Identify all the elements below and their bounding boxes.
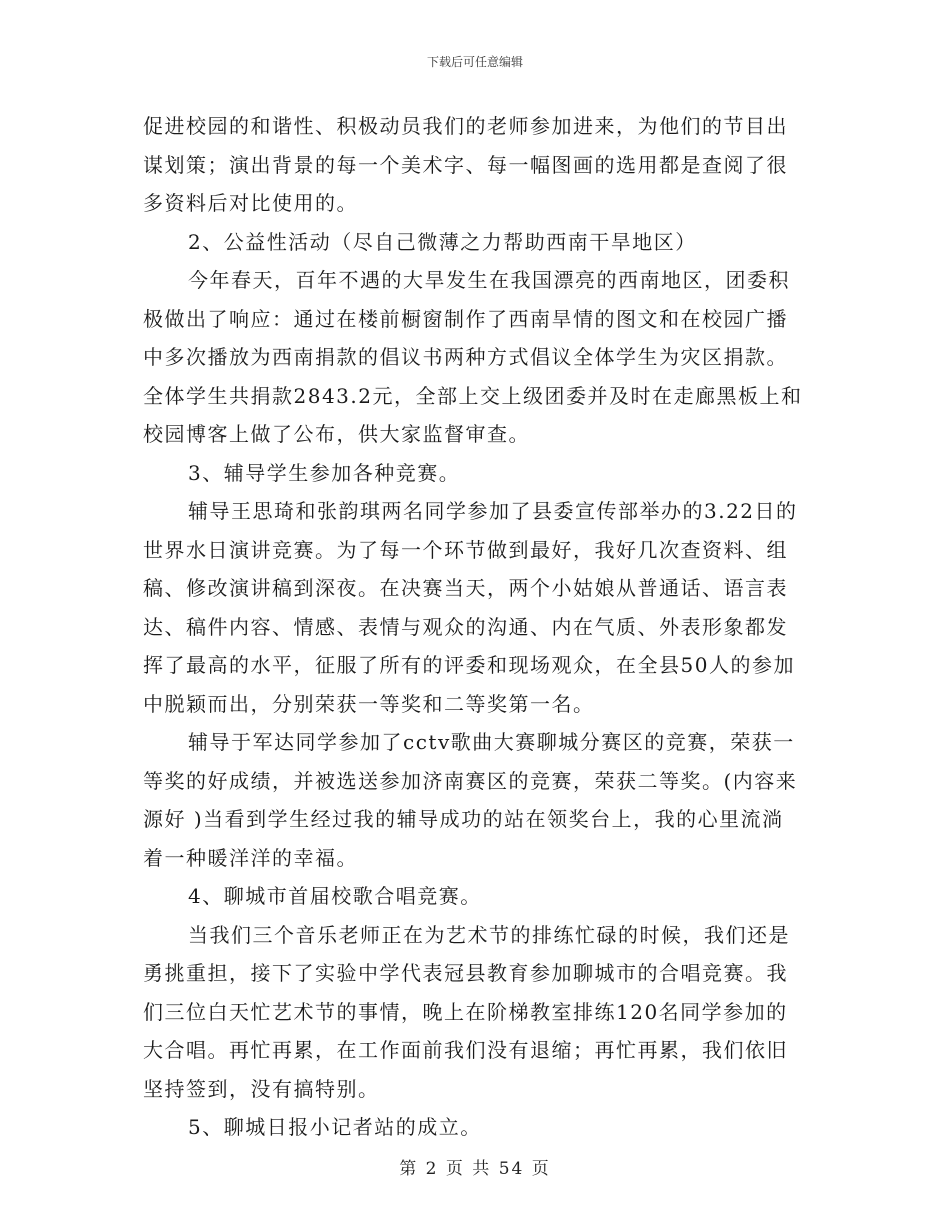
text-line: 着一种暖洋洋的幸福。 [143, 845, 358, 870]
document-body [143, 107, 803, 1147]
text-line: 大合唱。再忙再累，在工作面前我们没有退缩；再忙再累，我们依旧 [143, 1038, 788, 1062]
text-line: 谋划策；演出背景的每一个美术字、每一幅图画的选用都是查阅了很 [143, 152, 788, 177]
text-line: 全体学生共捐款2843.2元，全部上交上级团委并及时在走廊黑板上和 [143, 383, 803, 408]
text-line: 稿、修改演讲稿到深夜。在决赛当天，两个小姑娘从普通话、语言表 [143, 576, 788, 600]
page-header: 下载后可任意编辑 [426, 55, 523, 69]
section-heading: 3、辅导学生参加各种竞赛。 [188, 460, 461, 485]
text-line: 坚持签到，没有搞特别。 [143, 1076, 380, 1101]
text-line: 勇挑重担，接下了实验中学代表冠县教育参加聊城市的合唱竞赛。我 [143, 961, 788, 985]
text-line: 等奖的好成绩，并被选送参加济南赛区的竞赛，荣获二等奖。(内容来 [143, 768, 798, 793]
text-line: 们三位白天忙艺术节的事情，晚上在阶梯教室排练120名同学参加的 [143, 999, 788, 1024]
text-line: 中脱颖而出，分别荣获一等奖和二等奖第一名。 [143, 691, 595, 716]
section-heading: 5、聊城日报小记者站的成立。 [188, 1115, 482, 1139]
text-line: 促进校园的和谐性、积极动员我们的老师参加进来，为他们的节目出 [143, 114, 788, 138]
text-line: 当我们三个音乐老师正在为艺术节的排练忙碌的时候，我们还是 [188, 922, 790, 947]
text-line: 达、稿件内容、情感、表情与观众的沟通、内在气质、外表形象都发 [143, 614, 788, 639]
page-footer: 第 2 页 共 54 页 [399, 1159, 551, 1179]
section-heading: 4、聊城市首届校歌合唱竞赛。 [188, 884, 482, 908]
text-line: 世界水日演讲竞赛。为了每一个环节做到最好，我好几次查资料、组 [143, 537, 788, 562]
text-line: 今年春天，百年不遇的大旱发生在我国漂亮的西南地区，团委积 [188, 268, 790, 292]
text-line: 辅导王思琦和张韵琪两名同学参加了县委宣传部举办的3.22日的 [188, 499, 798, 523]
text-line: 中多次播放为西南捐款的倡议书两种方式倡议全体学生为灾区捐款。 [143, 345, 788, 369]
text-line: 挥了最高的水平，征服了所有的评委和现场观众，在全县50人的参加 [143, 653, 795, 677]
text-line: 极做出了响应：通过在楼前橱窗制作了西南旱情的图文和在校园广播 [143, 306, 788, 331]
text-line: 多资料后对比使用的。 [143, 191, 358, 215]
text-line: 源好 )当看到学生经过我的辅导成功的站在领奖台上，我的心里流淌 [143, 807, 784, 831]
section-heading: 2、公益性活动（尽自己微薄之力帮助西南干旱地区） [188, 229, 697, 254]
text-line: 辅导于军达同学参加了cctv歌曲大赛聊城分赛区的竞赛，荣获一 [188, 730, 795, 754]
text-line: 校园博客上做了公布，供大家监督审查。 [143, 422, 530, 446]
